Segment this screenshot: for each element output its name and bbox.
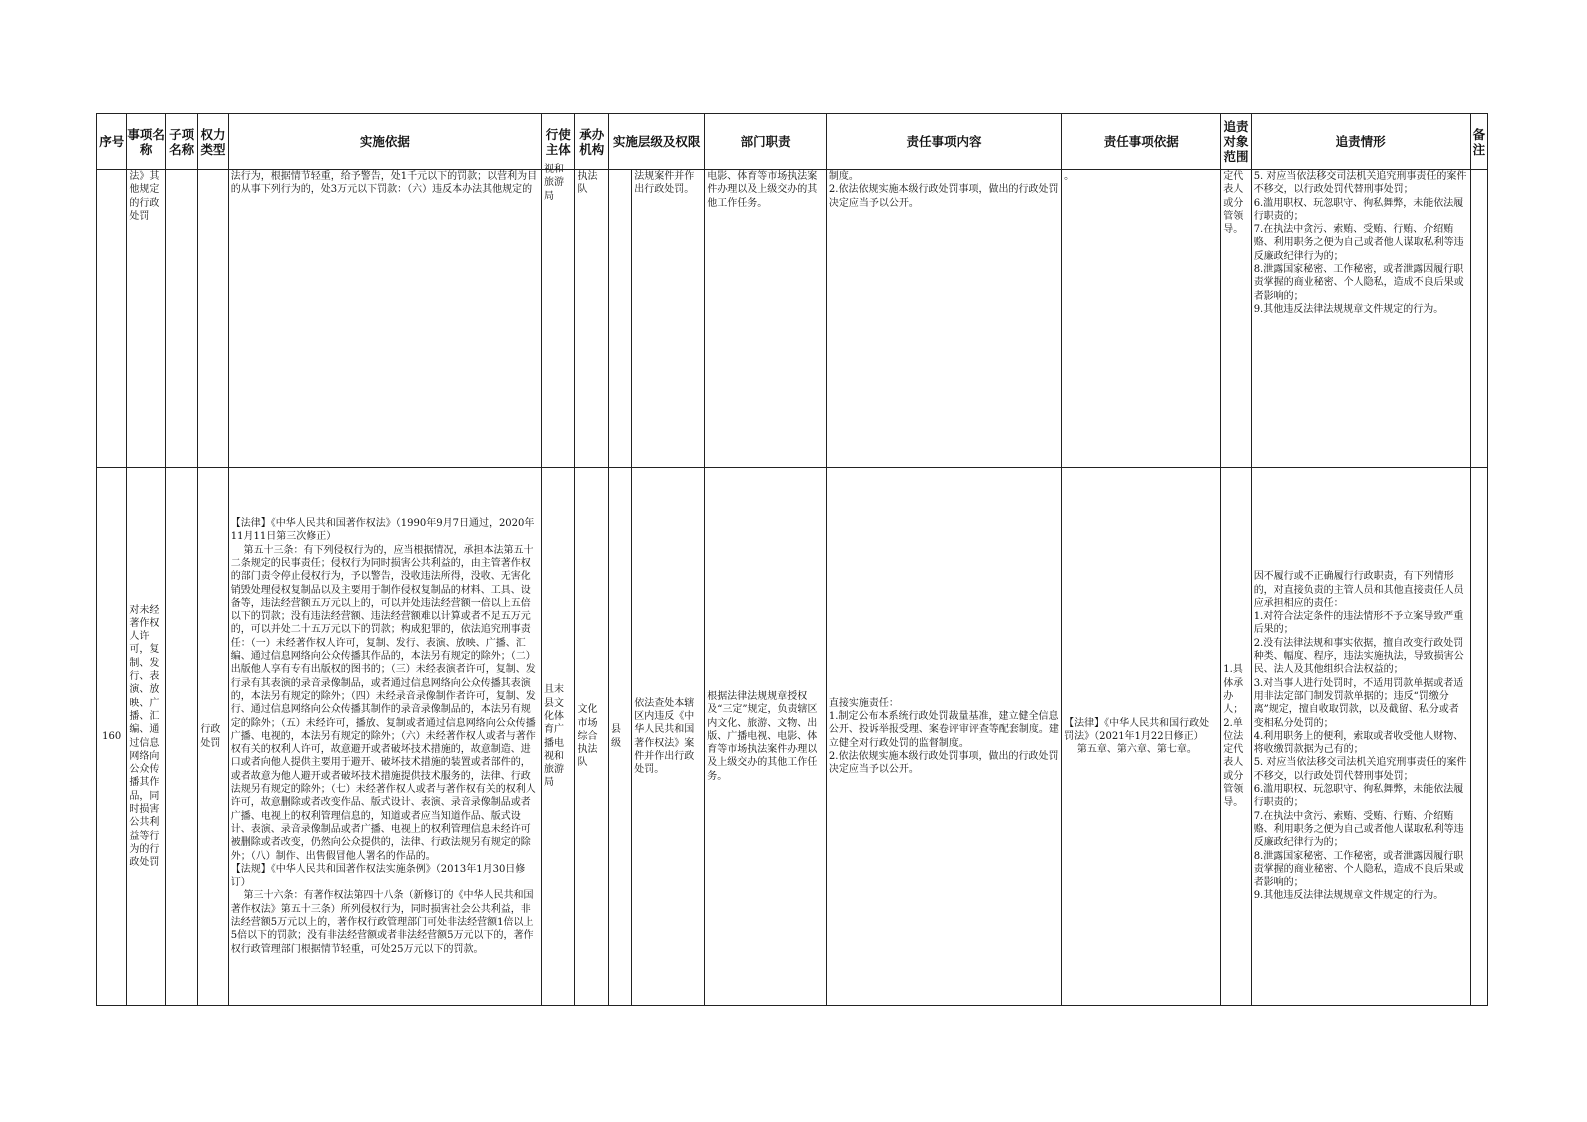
power-list-table bbox=[96, 113, 1488, 1006]
cell-account-case: 因不履行或不正确履行行政职责，有下列情形的，对直接负责的主管人员和其他直接责任人员应承担相应的责任： 1.对符合法定条件的违法情形不予立案导致严重后果的； 2.没有法律法规和事实依据，擅自改变行政处罚种类、幅度、程序，违法实施执法，导致损害公民、法人及其他组织合法权益的； 3.对当事人进行处罚时，不适用罚款单据或者适用非法定部门制发罚款单据的；违反“罚缴分离”规定，擅自收取罚款，以及截留、私分或者变相私分处罚的； 4.利用职务上的便利，索取或者收受他人财物、将收缴罚款据为己有的； 5. 对应当依法移交司法机关追究刑事责任的案件不移交，以行政处罚代替刑事处罚； 6.滥用职权、玩忽职守、徇私舞弊，未能依法履行职责的； 7.在执法中贪污、索贿、受贿、行贿、介绍贿赂、利用职务之便为自己或者他人谋取私利等违反廉政纪律行为的； 8.泄露国家秘密、工作秘密，或者泄露因履行职责掌握的商业秘密、个人隐私，造成不良后果或者影响的； 9.其他违反法律法规规章文件规定的行为。 bbox=[1251, 468, 1470, 1006]
cell-dept-duty: 电影、体育等市场执法案件办理以及上级交办的其他工作任务。 bbox=[705, 170, 827, 468]
cell-level-authority: 法规案件并作出行政处罚。 bbox=[632, 170, 705, 468]
cell-seq bbox=[97, 170, 127, 468]
header-account-case: 追责情形 bbox=[1251, 114, 1470, 170]
cell-remark bbox=[1470, 170, 1487, 468]
header-power-type: 权力类型 bbox=[198, 114, 228, 170]
cell-power-type bbox=[198, 170, 228, 468]
cell-basis: 【法律】《中华人民共和国著作权法》（1990年9月7日通过，2020年11月11日第三次修正） 第五十三条：有下列侵权行为的，应当根据情况，承担本法第五十二条规定的民事责任；侵权行为同时损害公共利益的，由主管著作权的部门责令停止侵权行为，予以警告，没收违法所得，没收、无害化销毁处理侵权复制品以及主要用于制作侵权复制品的材料、工具、设备等，违法经营额五万元以上的，可以并处违法经营额一倍以上五倍以下的罚款；没有违法经营额、违法经营额难以计算或者不足五万元的，可以并处二十五万元以下的罚款；构成犯罪的，依法追究刑事责任：（一）未经著作权人许可，复制、发行、表演、放映、广播、汇编、通过信息网络向公众传播其作品的，本法另有规定的除外；（二）出版他人享有专有出版权的图书的；（三）未经表演者许可，复制、发行录有其表演的录音录像制品，或者通过信息网络向公众传播其表演的，本法另有规定的除外；（四）未经录音录像制作者许可，复制、发行、通过信息网络向公众传播其制作的录音录像制品的，本法另有规定的除外；（五）未经许可，播放、复制或者通过信息网络向公众传播广播、电视的，本法另有规定的除外；（六）未经著作权人或者与著作权有关的权利人许可，故意避开或者破坏技术措施的，故意制造、进口或者向他人提供主要用于避开、破坏技术措施的装置或者部件的，或者故意为他人避开或者破坏技术措施提供技术服务的，法律、行政法规另有规定的除外；（七）未经著作权人或者与著作权有关的权利人许可，故意删除或者改变作品、版式设计、表演、录音录像制品或者广播、电视上的权利管理信息的，知道或者应当知道作品、版式设计、表演、录音录像制品或者广播、电视上的权利管理信息未经许可被删除或者改变，仍然向公众提供的，法律、行政法规另有规定的除外；（八）制作、出售假冒他人署名的作品的。 【法规】《中华人民共和国著作权法实施条例》（2013年1月30日修订） 第三十六条：有著作权法第四十八条（新修订的《中华人民共和国著作权法》第五十三条）所列侵权行为，同时损害社会公共利益，非法经营额5万元以上的，著作权行政管理部门可处非法经营额1倍以上5倍以下的罚款；没有非法经营额或者非法经营额5万元以下的，著作权行政管理部门根据情节轻重，可处25万元以下的罚款。 bbox=[228, 468, 541, 1006]
header-row bbox=[97, 114, 1488, 170]
cell-sub-item bbox=[165, 170, 197, 468]
table-row bbox=[97, 468, 1488, 1006]
header-subject: 行使主体 bbox=[542, 114, 575, 170]
cell-remark bbox=[1470, 468, 1487, 1006]
header-basis: 实施依据 bbox=[228, 114, 541, 170]
cell-level: 县级 bbox=[608, 468, 631, 1006]
header-resp-basis: 责任事项依据 bbox=[1062, 114, 1221, 170]
cell-level-authority: 依法查处本辖区内违反《中华人民共和国著作权法》案件并作出行政处罚。 bbox=[632, 468, 705, 1006]
cell-subject: 视和旅游局 bbox=[542, 170, 575, 468]
document-page bbox=[96, 113, 1488, 1005]
header-seq: 序号 bbox=[97, 114, 127, 170]
cell-account-scope: 定代表人或分管领导。 bbox=[1221, 170, 1251, 468]
cell-org: 执法队 bbox=[575, 170, 608, 468]
cell-account-scope: 1.具体承办人； 2.单位法定代表人或分管领导。 bbox=[1221, 468, 1251, 1006]
header-remark: 备注 bbox=[1470, 114, 1487, 170]
cell-basis: 法行为，根据情节轻重，给予警告，处1千元以下的罚款；以营利为目的从事下列行为的，处3万元以下罚款：（六）违反本办法其他规定的 bbox=[228, 170, 541, 468]
header-level: 实施层级及权限 bbox=[608, 114, 704, 170]
cell-seq: 160 bbox=[97, 468, 127, 1006]
table-row bbox=[97, 170, 1488, 468]
cell-resp-content: 制度。 2.依法依规实施本级行政处罚事项，做出的行政处罚决定应当予以公开。 bbox=[826, 170, 1061, 468]
cell-account-case: 5. 对应当依法移交司法机关追究刑事责任的案件不移交，以行政处罚代替刑事处罚； 6.滥用职权、玩忽职守、徇私舞弊，未能依法履行职责的； 7.在执法中贪污、索贿、受贿、行贿、介绍贿赂、利用职务之便为自己或者他人谋取私利等违反廉政纪律行为的； 8.泄露国家秘密、工作秘密，或者泄露因履行职责掌握的商业秘密、个人隐私，造成不良后果或者影响的； 9.其他违反法律法规规章文件规定的行为。 bbox=[1251, 170, 1470, 468]
header-resp-content: 责任事项内容 bbox=[826, 114, 1061, 170]
cell-level bbox=[608, 170, 631, 468]
cell-org: 文化市场综合执法队 bbox=[575, 468, 608, 1006]
cell-dept-duty: 根据法律法规规章授权及“三定”规定，负责辖区内文化、旅游、文物、出版、广播电视、电影、体育等市场执法案件办理以及上级交办的其他工作任务。 bbox=[705, 468, 827, 1006]
cell-sub-item bbox=[165, 468, 197, 1006]
cell-item-name: 对未经著作权人许可，复制、发行、表演、放映、广播、汇编、通过信息网络向公众传播其作品，同时损害公共利益等行为的行政处罚 bbox=[127, 468, 166, 1006]
cell-item-name: 法》其他规定的行政处罚 bbox=[127, 170, 166, 468]
cell-power-type: 行政处罚 bbox=[198, 468, 228, 1006]
header-org: 承办机构 bbox=[575, 114, 608, 170]
cell-resp-basis: 【法律】《中华人民共和国行政处罚法》（2021年1月22日修正） 第五章、第六章、第七章。 bbox=[1062, 468, 1221, 1006]
header-sub-item: 子项名称 bbox=[165, 114, 197, 170]
cell-resp-content: 直接实施责任： 1.制定公布本系统行政处罚裁量基准，建立健全信息公开、投诉举报受理、案卷评审评查等配套制度。建立健全对行政处罚的监督制度。 2.依法依规实施本级行政处罚事项，做出的行政处罚决定应当予以公开。 bbox=[826, 468, 1061, 1006]
cell-subject: 且末县文化体育广播电视和旅游局 bbox=[542, 468, 575, 1006]
cell-resp-basis: 。 bbox=[1062, 170, 1221, 468]
header-account-scope: 追责对象范围 bbox=[1221, 114, 1251, 170]
header-dept-duty: 部门职责 bbox=[705, 114, 827, 170]
header-item-name: 事项名称 bbox=[127, 114, 166, 170]
